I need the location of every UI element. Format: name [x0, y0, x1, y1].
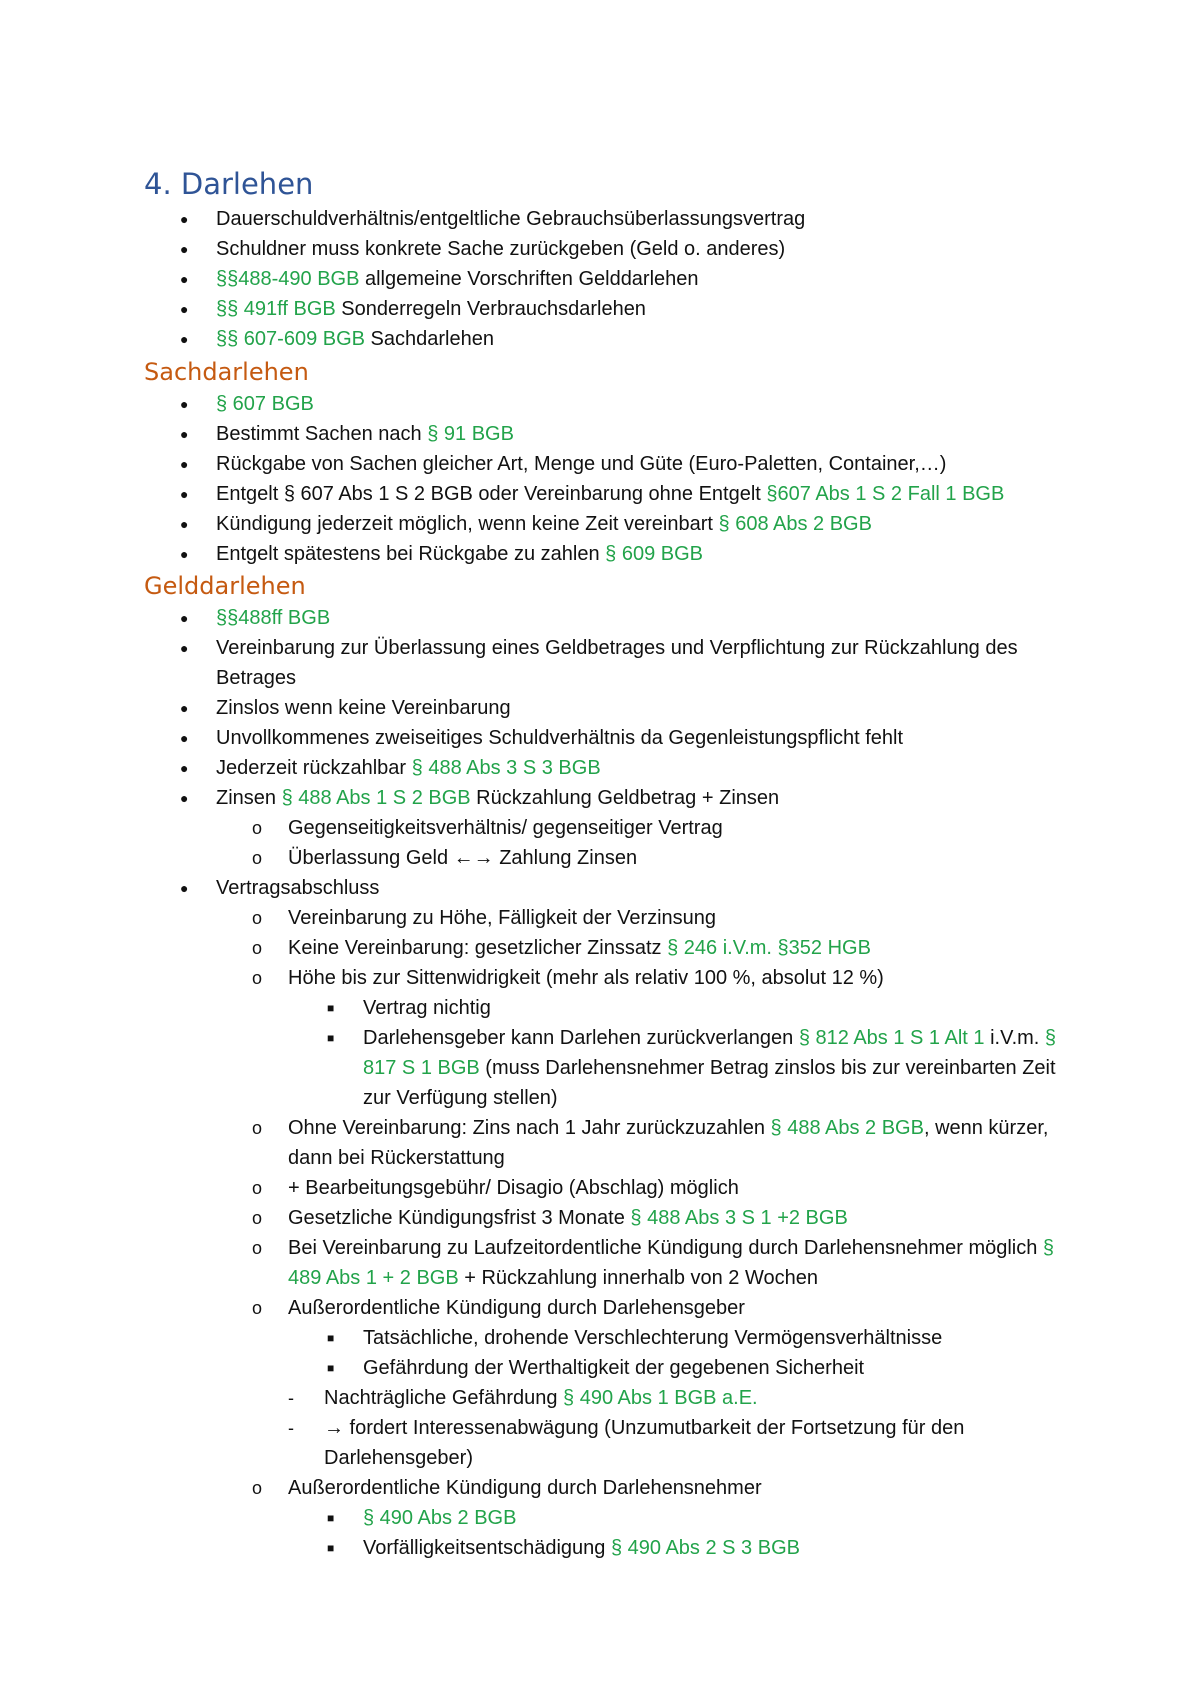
- law-reference: § 490 Abs 2 S 3 BGB: [610, 1537, 800, 1559]
- sub-sub-list-item: ■ Vorfälligkeitsentschädigung § 490 Abs 2 S 3 BGB: [0, 1533, 1075, 1563]
- list-item: ● Vereinbarung zur Überlassung eines Geldbetrages und Verpflichtung zur Rückzahlung des Betrages: [0, 633, 1076, 693]
- bullet: ■: [327, 1331, 335, 1345]
- bullet: o: [252, 968, 263, 988]
- bullet: ■: [327, 1001, 335, 1015]
- list-item: ● Entgelt § 607 Abs 1 S 2 BGB oder Vereinbarung ohne Entgelt §607 Abs 1 S 2 Fall 1 BGB: [0, 479, 1076, 509]
- list-item: ● Kündigung jederzeit möglich, wenn keine Zeit vereinbart § 608 Abs 2 BGB: [0, 509, 1076, 539]
- law-reference: § 608 Abs 2 BGB: [718, 513, 872, 535]
- law-reference: § 488 Abs 3 S 3 BGB: [411, 757, 601, 779]
- bullet: o: [252, 938, 263, 958]
- sub-list-item: o + Bearbeitungsgebühr/ Disagio (Abschlag) möglich: [0, 1173, 1076, 1203]
- law-reference: § 488 Abs 1 S 2 BGB: [281, 787, 471, 809]
- bullet: ●: [180, 486, 189, 502]
- sub-list-item: o Gegenseitigkeitsverhältnis/ gegenseitiger Vertrag: [0, 813, 1076, 843]
- law-reference: § 246 i.V.m. §352 HGB: [667, 937, 871, 959]
- bullet: ●: [180, 790, 189, 806]
- sub-list-item: o Vereinbarung zu Höhe, Fälligkeit der Verzinsung: [0, 903, 1076, 933]
- bullet: ●: [180, 396, 189, 412]
- law-reference: § 609 BGB: [605, 543, 703, 565]
- list-item: ● Rückgabe von Sachen gleicher Art, Menge und Güte (Euro-Paletten, Container,…): [0, 449, 1076, 479]
- bullet: -: [288, 1418, 294, 1438]
- bullet: ●: [180, 700, 189, 716]
- bullet: ●: [180, 640, 189, 656]
- bullet: ■: [327, 1361, 335, 1375]
- bullet: o: [252, 908, 263, 928]
- list-item: ● Bestimmt Sachen nach § 91 BGB: [0, 419, 1076, 449]
- law-reference: § 812 Abs 1 S 1 Alt 1: [798, 1027, 985, 1049]
- law-reference: § 488 Abs 2 BGB: [770, 1117, 924, 1139]
- law-reference: § 490 Abs 1 BGB a.E.: [563, 1387, 758, 1409]
- law-reference: §§488-490 BGB: [216, 268, 360, 290]
- bullet: ●: [180, 456, 189, 472]
- section-heading-gelddarlehen: Gelddarlehen: [144, 572, 306, 600]
- law-reference: §§ 491ff BGB: [216, 298, 336, 320]
- sub-list-item: o Außerordentliche Kündigung durch Darlehensgeber: [0, 1293, 1076, 1323]
- bullet: ●: [180, 241, 189, 257]
- intro-list: [0, 204, 1200, 354]
- list-item: [0, 389, 1076, 419]
- bullet: ■: [327, 1031, 335, 1045]
- law-reference: § 490 Abs 2 BGB: [363, 1507, 517, 1529]
- bullet: o: [252, 1298, 263, 1318]
- bullet: o: [252, 848, 263, 868]
- bullet: ●: [180, 610, 189, 626]
- dash-list-item: - Nachträgliche Gefährdung § 490 Abs 1 BGB a.E.: [0, 1383, 1076, 1413]
- sub-list-item: o Keine Vereinbarung: gesetzlicher Zinssatz § 246 i.V.m. §352 HGB: [0, 933, 1076, 963]
- bullet: ●: [180, 271, 189, 287]
- law-reference: §§488ff BGB: [216, 607, 331, 629]
- list-item: ● §§488-490 BGB allgemeine Vorschriften Gelddarlehen: [0, 264, 1076, 294]
- list-item: ● Zinsen § 488 Abs 1 S 2 BGB Rückzahlung Geldbetrag + Zinsen: [0, 783, 1076, 813]
- law-reference: §§ 607-609 BGB: [216, 328, 365, 350]
- bullet: ●: [180, 516, 189, 532]
- law-reference: § 607 BGB: [216, 393, 314, 415]
- bullet: ●: [180, 426, 189, 442]
- list-item: ● §§ 607-609 BGB Sachdarlehen: [0, 324, 1076, 354]
- bullet: o: [252, 1208, 263, 1228]
- bullet: ●: [180, 760, 189, 776]
- sub-list-item: o Bei Vereinbarung zu Laufzeitordentliche Kündigung durch Darlehensnehmer möglich § 489 Abs 1 + 2 BGB + Rückzahlung innerhalb von 2 Wochen: [0, 1233, 1076, 1293]
- bullet: -: [288, 1388, 294, 1408]
- list-item: ● Jederzeit rückzahlbar § 488 Abs 3 S 3 BGB: [0, 753, 1076, 783]
- geld-list: [0, 603, 1200, 1563]
- bullet: ●: [180, 880, 189, 896]
- law-reference: § 817 S 1 BGB: [363, 1027, 1057, 1079]
- list-item: ● Dauerschuldverhältnis/entgeltliche Gebrauchsüberlassungsvertrag: [0, 204, 1076, 234]
- page-title: 4. Darlehen: [144, 167, 314, 201]
- bullet: o: [252, 1478, 263, 1498]
- sub-list-item: o Gesetzliche Kündigungsfrist 3 Monate § 488 Abs 3 S 1 +2 BGB: [0, 1203, 1076, 1233]
- bullet: o: [252, 1178, 263, 1198]
- sub-sub-list-item: ■ Gefährdung der Werthaltigkeit der gegebenen Sicherheit: [0, 1353, 1075, 1383]
- sub-sub-list-item: ■ Tatsächliche, drohende Verschlechterung Vermögensverhältnisse: [0, 1323, 1075, 1353]
- sub-sub-list-item: ■ Darlehensgeber kann Darlehen zurückverlangen § 812 Abs 1 S 1 Alt 1 i.V.m. § 817 S 1 BGB (muss Darlehensnehmer Betrag zinslos bis zur vereinbarten Zeit zur Verfügung stellen): [0, 1023, 1075, 1113]
- bullet: ●: [180, 546, 189, 562]
- list-item: ● §§ 491ff BGB Sonderregeln Verbrauchsdarlehen: [0, 294, 1076, 324]
- sub-list-item: o Außerordentliche Kündigung durch Darlehensnehmer: [0, 1473, 1076, 1503]
- sach-list: [0, 389, 1200, 569]
- list-item: ● Unvollkommenes zweiseitiges Schuldverhältnis da Gegenleistungspflicht fehlt: [0, 723, 1076, 753]
- bullet: ■: [327, 1511, 335, 1525]
- list-item: [0, 603, 1076, 633]
- bullet: ●: [180, 730, 189, 746]
- sub-sub-list-item: ■ Vertrag nichtig: [0, 993, 1075, 1023]
- law-reference: § 488 Abs 3 S 1 +2 BGB: [630, 1207, 848, 1229]
- law-reference: § 91 BGB: [427, 423, 514, 445]
- sub-sub-list-item: [0, 1503, 1075, 1533]
- bullet: o: [252, 1118, 263, 1138]
- list-item: ● Zinslos wenn keine Vereinbarung: [0, 693, 1076, 723]
- list-item: ● Schuldner muss konkrete Sache zurückgeben (Geld o. anderes): [0, 234, 1076, 264]
- bullet: ●: [180, 211, 189, 227]
- section-heading-sachdarlehen: Sachdarlehen: [144, 358, 309, 386]
- bullet: ●: [180, 331, 189, 347]
- dash-list-item: - → fordert Interessenabwägung (Unzumutbarkeit der Fortsetzung für den Darlehensgeber): [0, 1413, 1076, 1473]
- sub-list-item: o Ohne Vereinbarung: Zins nach 1 Jahr zurückzuzahlen § 488 Abs 2 BGB, wenn kürzer, dann bei Rückerstattung: [0, 1113, 1076, 1173]
- law-reference: § 489 Abs 1 + 2 BGB: [288, 1237, 1055, 1289]
- bullet: ■: [327, 1541, 335, 1555]
- law-reference: §607 Abs 1 S 2 Fall 1 BGB: [766, 483, 1005, 505]
- sub-list-item: o Überlassung Geld ←→ Zahlung Zinsen: [0, 843, 1076, 873]
- list-item: ● Entgelt spätestens bei Rückgabe zu zahlen § 609 BGB: [0, 539, 1076, 569]
- bullet: ●: [180, 301, 189, 317]
- bullet: o: [252, 1238, 263, 1258]
- bullet: o: [252, 818, 263, 838]
- sub-list-item: o Höhe bis zur Sittenwidrigkeit (mehr als relativ 100 %, absolut 12 %): [0, 963, 1076, 993]
- list-item: ● Vertragsabschluss: [0, 873, 1076, 903]
